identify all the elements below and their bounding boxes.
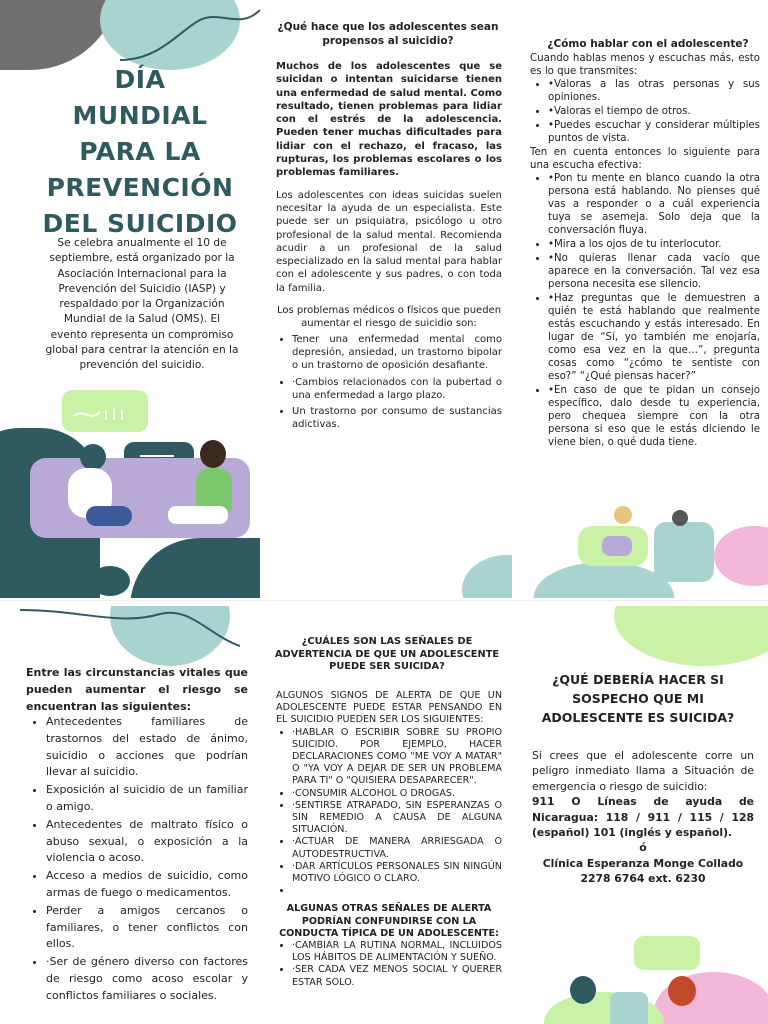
list-item: • •Haz preguntas que le demuestren a quién te está hablando que realmente estás escuchando y estás interesado. En lugar de “Sí, yo también me enojaría, como esa vez en la que…”, pregunta cosas como “¿cómo te sentiste con eso?” “¿Qué piensas hacer?”	[548, 292, 760, 383]
paragraph: Ten en cuenta entonces lo siguiente para una escucha efectiva:	[530, 147, 760, 171]
teal-blob-shape	[462, 555, 512, 598]
section-body	[276, 690, 502, 989]
list-item: • Perder a amigos cercanos o familiares, o tener conflictos con ellos.	[46, 903, 248, 953]
listening-illustration	[574, 506, 768, 598]
counseling-illustration	[0, 388, 260, 598]
panel-propensity	[262, 0, 512, 598]
clinic-phone: 2278 6764 ext. 6230	[580, 872, 706, 886]
title-line: DÍA	[114, 65, 166, 94]
list-item: • •Mira a los ojos de tu interlocutor.	[548, 238, 760, 251]
section-body	[530, 52, 760, 450]
swirl-line-icon	[120, 0, 260, 70]
list-item: • ·Cambios relacionados con la pubertad o una enfermedad a largo plazo.	[292, 376, 502, 403]
panel-what-to-do	[514, 606, 768, 1024]
paragraph: ALGUNOS SIGNOS DE ALERTA DE QUE UN ADOLESCENTE PUEDE ESTAR PENSANDO EN EL SUICIDIO PUEDEN SER LOS SIGUIENTES:	[276, 690, 502, 726]
page-title	[20, 62, 260, 242]
subheading: ALGUNAS OTRAS SEÑALES DE ALERTA PODRÍAN CONFUNDIRSE CON LA CONDUCTA TÍPICA DE UN ADOLESCENTE:	[279, 903, 499, 939]
list-item: • ·SER CADA VEZ MENOS SOCIAL Y QUERER ESTAR SOLO.	[292, 964, 502, 988]
list-item: • •No quieras llenar cada vacío que aparece en la conversación. Tal vez esa persona necesita ese silencio.	[548, 252, 760, 291]
section-heading: ¿CUÁLES SON LAS SEÑALES DE ADVERTENCIA DE QUE UN ADOLESCENTE PUEDE SER SUICIDA?	[274, 636, 500, 672]
list-item: • ·DAR ARTÍCULOS PERSONALES SIN NINGÚN MOTIVO LÓGICO O CLARO.	[292, 861, 502, 885]
title-line: PREVENCIÓN	[46, 173, 234, 202]
swirl-line-icon	[20, 606, 240, 666]
title-line: MUNDIAL	[72, 101, 208, 130]
list-item: • ·CONSUMIR ALCOHOL O DROGAS.	[292, 788, 502, 800]
title-line: DEL SUICIDIO	[42, 209, 238, 238]
panel-cover	[0, 0, 260, 598]
warning-list-2	[276, 940, 502, 989]
section-body	[276, 60, 502, 435]
green-blob-shape	[614, 606, 768, 666]
list-item: • •Valoras a las otras personas y sus opiniones.	[548, 78, 760, 104]
paragraph: Si crees que el adolescente corre un peligro inmediato llama a Situación de emergencia o riesgo de suicidio:	[532, 749, 754, 793]
list-item: • ·SENTIRSE ATRAPADO, SIN ESPERANZAS O SIN REMEDIO A CAUSA DE ALGUNA SITUACIÓN.	[292, 800, 502, 837]
list-item: • ·HABLAR O ESCRIBIR SOBRE SU PROPIO SUICIDIO. POR EJEMPLO, HACER DECLARACIONES COMO "ME VOY A MATAR" O "YA VOY A DEJAR DE SER UN PROBLEMA PARA TI" O "QUISIERA DESAPARECER".	[292, 727, 502, 788]
list-item: • Un trastorno por consumo de sustancias adictivas.	[292, 405, 502, 432]
list-item: • ·Ser de género diverso con factores de riesgo como acoso escolar y conflictos familiares o sociales.	[46, 954, 248, 1004]
speech-bubble-icon	[634, 936, 700, 970]
listening-list	[530, 172, 760, 449]
paragraph: Muchos de los adolescentes que se suicidan o intentan suicidarse tienen una enfermedad de salud mental. Como resultado, tienen problemas para lidiar con el estrés de la adolescencia. Pueden tener muchas dificultades para lidiar con el rechazo, el fracaso, las rupturas, los problemas escolares o los problemas familiares.	[276, 61, 502, 179]
list-item: • •En caso de que te pidan un consejo específico, dalo desde tu experiencia, pero chequea siempre con la otra persona si eso que le estás diciendo le viene bien, o qué duda tiene.	[548, 384, 760, 449]
section-intro: Entre las circunstancias vitales que pueden aumentar el riesgo se encuentran las siguientes:	[26, 666, 248, 713]
risk-list	[276, 333, 502, 432]
list-item: • Antecedentes de maltrato físico o abuso sexual, o exposición a la violencia o acoso.	[46, 817, 248, 867]
list-item	[292, 885, 502, 897]
list-item: • Exposición al suicidio de un familiar o amigo.	[46, 782, 248, 816]
list-item: • •Pon tu mente en blanco cuando la otra persona está hablando. No pienses qué vas a responder o a cuál experiencia tuya se asemeja. Solo deja que la conversación fluya.	[548, 172, 760, 237]
section-heading: ¿Cómo hablar con el adolescente?	[547, 38, 749, 50]
or-separator: ó	[639, 841, 647, 855]
list-item: • Tener una enfermedad mental como depresión, ansiedad, un trastorno bipolar o un trastorno de oposición desafiante.	[292, 333, 502, 373]
panel-life-circumstances	[0, 606, 260, 1024]
list-item: • •Valoras el tiempo de otros.	[548, 105, 760, 118]
paragraph: Los adolescentes con ideas suicidas suelen necesitar la ayuda de un especialista. Este puede ser un psiquiatra, psicólogo u otro profesional de la salud mental. Recomienda acudir a un profesional de la salud especializado en la salud mental para hablar con el adolescente y sus padres, o con toda la familia.	[276, 189, 502, 294]
title-line: PARA LA	[79, 137, 201, 166]
list-item: • •Puedes escuchar y considerar múltiples puntos de vista.	[548, 119, 760, 145]
clinic-name: Clínica Esperanza Monge Collado	[542, 856, 744, 870]
support-illustration	[544, 932, 768, 1024]
section-heading: ¿Qué hace que los adolescentes sean propensos al suicidio?	[277, 21, 499, 47]
values-list	[530, 78, 760, 145]
intro-text: Se celebra anualmente el 10 de septiembre, está organizado por la Asociación Internacional para la Prevención del Suicidio (IASP) y respaldado por la Organización Mundial de la Salud (OMS). El evento representa un compromiso global para centrar la atención en la prevención del suicidio.	[45, 237, 239, 372]
list-item: • ·CAMBIAR LA RUTINA NORMAL, INCLUIDOS LOS HÁBITOS DE ALIMENTACIÓN Y SUEÑO.	[292, 940, 502, 964]
paragraph: Cuando hablas menos y escuchas más, esto es lo que transmites:	[530, 53, 760, 77]
circumstance-list	[28, 714, 248, 1006]
list-item: • ·ACTUAR DE MANERA ARRIESGADA O AUTODESTRUCTIVA.	[292, 836, 502, 860]
panel-warning-signs	[262, 606, 512, 1024]
list-item: • Antecedentes familiares de trastornos del estado de ánimo, suicidio o acciones que podrían llevar al suicidio.	[46, 714, 248, 781]
list-item: • Acceso a medios de suicidio, como armas de fuego o medicamentos.	[46, 868, 248, 902]
panel-talking	[514, 0, 768, 598]
section-body	[532, 748, 754, 887]
section-heading: ¿QUÉ DEBERÍA HACER SI SOSPECHO QUE MI ADOLESCENTE ES SUICIDA?	[541, 672, 735, 725]
warning-list	[276, 727, 502, 898]
fold-divider	[0, 600, 768, 604]
helpline-numbers: 911 O Líneas de ayuda de Nicaragua: 118 / 911 / 115 / 128 (español) 101 (inglés y español).	[532, 795, 754, 840]
paragraph: Los problemas médicos o físicos que pueden aumentar el riesgo de suicidio son:	[276, 305, 502, 330]
